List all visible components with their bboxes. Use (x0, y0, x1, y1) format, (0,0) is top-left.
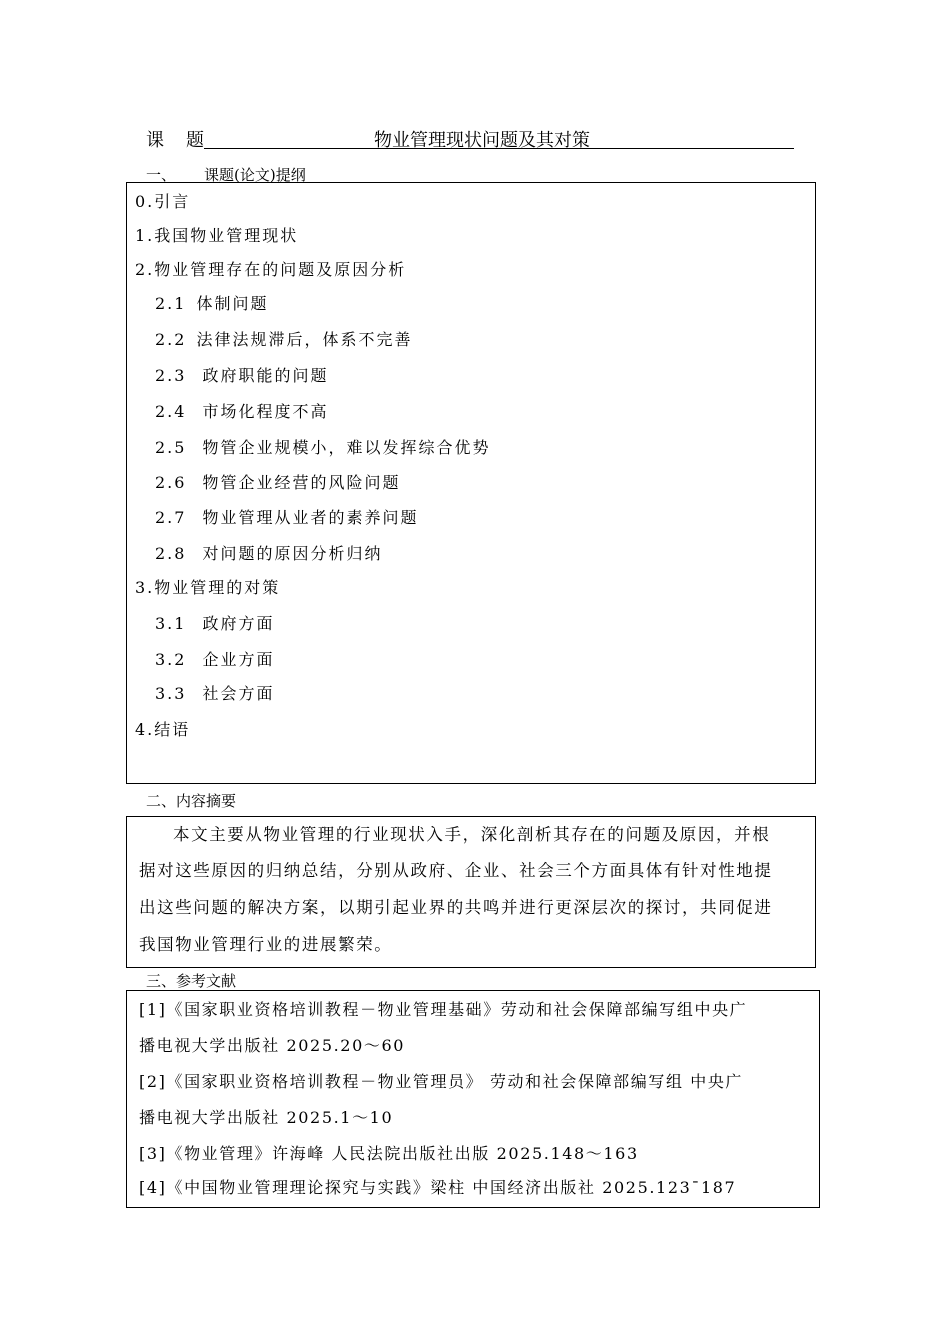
outline-item-number: 1. (135, 226, 155, 245)
abstract-line: 据对这些原因的归纳总结，分别从政府、企业、社会三个方面具体有针对性地提 (139, 861, 773, 880)
outline-item-text: 体制问题 (196, 294, 269, 313)
outline-item-number: 2.4 (155, 402, 187, 421)
outline-item (155, 363, 328, 386)
reference-line: [4]《中国物业管理理论探究与实践》梁柱 中国经济出版社 2025.123¯187 (139, 1178, 737, 1197)
outline-item-text: 企业方面 (202, 650, 275, 669)
outline-item-number: 2.6 (155, 473, 187, 492)
outline-item (155, 611, 274, 634)
outline-item (155, 681, 274, 704)
reference-line: [1]《国家职业资格培训教程－物业管理基础》劳动和社会保障部编写组中央广 (139, 1000, 748, 1019)
outline-item-number: 3.1 (155, 614, 187, 633)
outline-item-text: 物业管理的对策 (154, 578, 281, 597)
outline-item-text: 物业管理从业者的素养问题 (202, 508, 419, 527)
title-label: 课 题 (146, 130, 204, 151)
references-box (126, 990, 820, 1208)
outline-item-number: 0. (135, 192, 155, 211)
reference-line: 播电视大学出版社 2025.1～10 (139, 1108, 394, 1127)
abstract-line: 出这些问题的解决方案，以期引起业界的共鸣并进行更深层次的探讨，共同促进 (139, 898, 773, 917)
outline-item (155, 327, 412, 350)
outline-item-number: 3. (135, 578, 155, 597)
outline-item (155, 399, 328, 422)
outline-item (135, 223, 298, 246)
reference-line: [3]《物业管理》许海峰 人民法院出版社出版 2025.148～163 (139, 1144, 639, 1163)
outline-item (135, 189, 190, 212)
outline-item-text: 物管企业经营的风险问题 (202, 473, 401, 492)
outline-item (155, 541, 382, 564)
outline-item-number: 2.2 (155, 330, 187, 349)
abstract-box (126, 816, 816, 968)
outline-item-text: 对问题的原因分析归纳 (202, 544, 383, 563)
outline-item-text: 市场化程度不高 (202, 402, 329, 421)
outline-item-text: 政府职能的问题 (202, 366, 329, 385)
outline-item-number: 2.8 (155, 544, 187, 563)
abstract-heading: 二、内容摘要 (146, 792, 237, 810)
outline-item-text: 社会方面 (202, 684, 275, 703)
outline-item-number: 2.3 (155, 366, 187, 385)
outline-item-text: 物业管理存在的问题及原因分析 (154, 260, 407, 279)
abstract-line: 我国物业管理行业的进展繁荣。 (139, 935, 393, 954)
outline-item-number: 2. (135, 260, 155, 279)
outline-item-text: 引言 (154, 192, 191, 211)
outline-item-number: 3.3 (155, 684, 187, 703)
outline-item (135, 717, 190, 740)
outline-item-text: 法律法规滞后，体系不完善 (196, 330, 413, 349)
outline-item-number: 2.5 (155, 438, 187, 457)
references-heading: 三、参考文献 (146, 972, 237, 990)
outline-item (155, 435, 490, 458)
abstract-line: 本文主要从物业管理的行业现状入手，深化剖析其存在的问题及原因，并根 (173, 825, 771, 844)
outline-item-number: 2.1 (155, 294, 187, 313)
outline-item (135, 257, 406, 280)
outline-item-number: 4. (135, 720, 155, 739)
outline-item-text: 物管企业规模小，难以发挥综合优势 (202, 438, 491, 457)
outline-heading: 一、 课题(论文)提纲 (146, 166, 306, 184)
outline-item-text: 结语 (154, 720, 191, 739)
outline-item (155, 505, 418, 528)
outline-item (155, 647, 274, 670)
outline-item-text: 政府方面 (202, 614, 275, 633)
reference-line: 播电视大学出版社 2025.20～60 (139, 1036, 406, 1055)
outline-box (126, 182, 816, 784)
page-title: 物业管理现状问题及其对策 (374, 130, 590, 151)
outline-item-text: 我国物业管理现状 (154, 226, 299, 245)
outline-item (135, 575, 280, 598)
outline-item (155, 470, 400, 493)
reference-line: [2]《国家职业资格培训教程－物业管理员》 劳动和社会保障部编写组 中央广 (139, 1072, 744, 1091)
outline-item-number: 2.7 (155, 508, 187, 527)
outline-item (155, 291, 268, 314)
outline-item-number: 3.2 (155, 650, 187, 669)
